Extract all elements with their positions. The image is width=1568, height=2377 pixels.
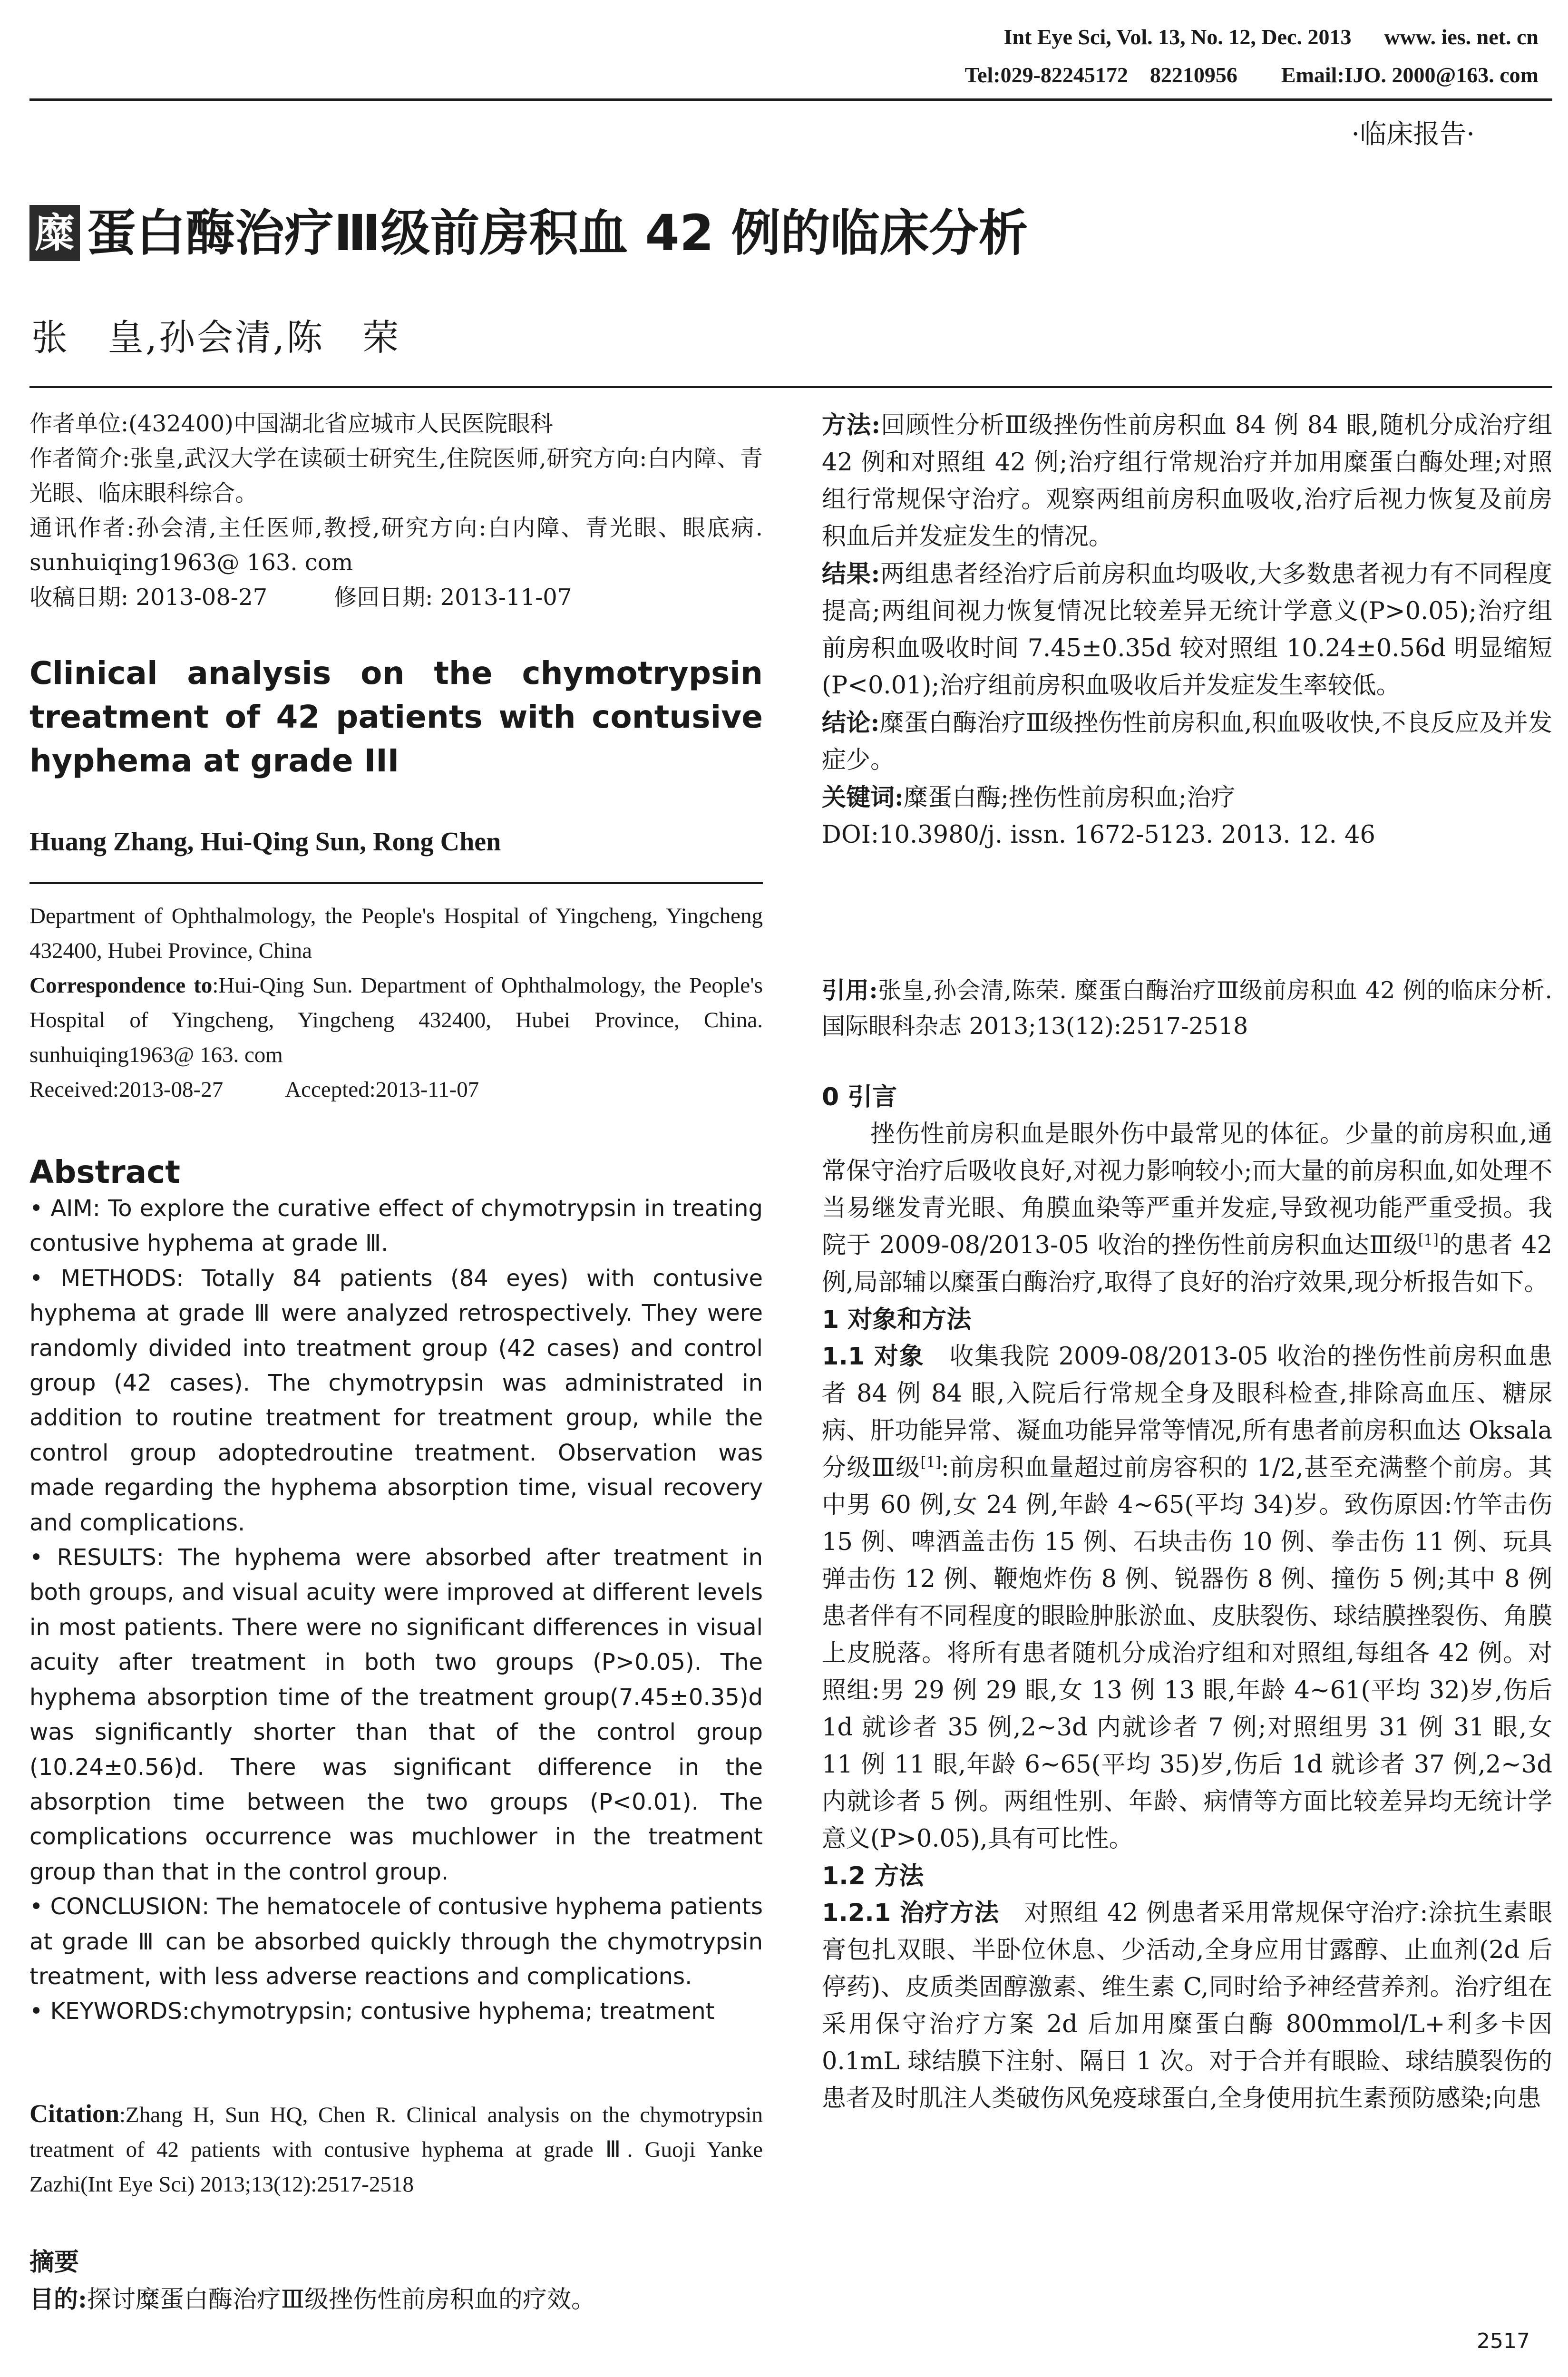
intro-heading: 0 引言 bbox=[822, 1083, 897, 1111]
citation-label: Citation bbox=[29, 2099, 119, 2128]
journal-contact-line: Tel:029-82245172 82210956 Email:IJO. 2000@163. com bbox=[964, 63, 1539, 87]
cn-revised: 修回日期: 2013-11-07 bbox=[334, 584, 572, 611]
sec121-label: 1.2.1 治疗方法 bbox=[822, 1899, 1000, 1927]
cn-abstract-conclusion bbox=[822, 704, 1552, 779]
en-authors-rule bbox=[29, 882, 763, 884]
intro-text-a: 挫伤性前房积血是眼外伤中最常见的体征。少量的前房积血,通常保守治疗后吸收良好,对视力影响较小;而大量的前房积血,如处理不当易继发青光眼、角膜血染等严重并发症,导致视功能严重受损。我院于 2009-08/2013-05 收治的挫伤性前房积血达Ⅲ级 bbox=[822, 1120, 1552, 1259]
sec11-text-a: 收集我院 2009-08/2013-05 收治的挫伤性前房积血患者 84 例 84 眼,入院后行常规全身及眼科检查,排除高血压、糖尿病、肝功能异常、凝血功能异常等情况,所有患者前房积血达 Oksala 分级Ⅲ级 bbox=[822, 1343, 1552, 1482]
abstract-heading: Abstract bbox=[29, 1154, 180, 1190]
intro-paragraph bbox=[822, 1116, 1552, 1301]
en-authors: Huang Zhang, Hui-Qing Sun, Rong Chen bbox=[29, 827, 501, 857]
sec121-text: 对照组 42 例患者采用常规保守治疗:涂抗生素眼膏包扎双眼、半卧位休息、少活动,全身应用甘露醇、止血剂(2d 后停药)、皮质类固醇激素、维生素 C,同时给予神经营养剂。治疗组在采用保守治疗方案 2d 后加用糜蛋白酶 800mmol/L+利多卡因 0.1mL 球结膜下注射、隔日 1 次。对于合并有眼睑、球结膜裂伤的患者及时肌注人类破伤风免疫球蛋白,全身使用抗生素预防感染;向患 bbox=[822, 1899, 1552, 2113]
cn-results-text: 两组患者经治疗后前房积血均吸收,大多数患者视力有不同程度提高;两组间视力恢复情况比较差异无统计学意义(P>0.05);治疗组前房积血吸收时间 7.45±0.35d 较对照组 10.24±0.56d 明显缩短(P<0.01);治疗组前房积血吸收后并发症发生率较低。 bbox=[822, 560, 1553, 700]
title-text: 蛋白酶治疗Ⅲ级前房积血 42 例的临床分析 bbox=[87, 204, 1028, 262]
cn-aim-label: 目的: bbox=[29, 2285, 87, 2314]
citation-text: :Zhang H, Sun HQ, Chen R. Clinical analysis on the chymotrypsin treatment of 42 patients with contusive hyphema at grade Ⅲ. Guoji Yanke Zazhi(Int Eye Sci) 2013;13(12):2517-2518 bbox=[29, 2103, 763, 2197]
cn-bio: 作者简介:张皇,武汉大学在读硕士研究生,住院医师,研究方向:白内障、青光眼、临床眼科综合。 bbox=[29, 445, 763, 507]
cn-conclusion-label: 结论: bbox=[822, 709, 880, 737]
header-rule bbox=[29, 98, 1552, 101]
sec11-text-b: :前房积血量超过前房容积的 1/2,甚至充满整个前房。其中男 60 例,女 24 例,年龄 4~65(平均 34)岁。致伤原因:竹竿击伤 15 例、啤酒盖击伤 15 例、石块击伤 10 例、拳击伤 11 例、玩具弹击伤 12 例、鞭炮炸伤 8 例、锐器伤 8 例、撞伤 5 例;其中 8 例患者伴有不同程度的眼睑肿胀淤血、皮肤裂伤、球结膜挫裂伤、角膜上皮脱落。将所有患者随机分成治疗组和对照组,每组各 42 例。对照组:男 29 例 29 眼,女 13 例 13 眼,年龄 4~61(平均 32)岁,伤后 1d 就诊者 35 例,2~3d 内就诊者 7 例;对照组男 31 例 31 眼,女 11 例 11 眼,年龄 6~65(平均 35)岁,伤后 1d 就诊者 37 例,2~3d 内就诊者 5 例。两组性别、年龄、病情等方面比较差异均无统计学意义(P>0.05),具有可比性。 bbox=[822, 1454, 1552, 1853]
abstract-aim: • AIM: To explore the curative effect of chymotrypsin in treating contusive hyphema at grade Ⅲ. bbox=[29, 1195, 763, 1257]
sec11-ref: [1] bbox=[920, 1454, 941, 1471]
sec11-paragraph bbox=[822, 1338, 1552, 1858]
cn-doi: DOI:10.3980/j. issn. 1672-5123. 2013. 12. 46 bbox=[822, 821, 1375, 849]
en-dates bbox=[29, 1072, 763, 1107]
cn-affiliation: 作者单位:(432400)中国湖北省应城市人民医院眼科 bbox=[29, 410, 553, 437]
intro-ref: [1] bbox=[1418, 1232, 1439, 1248]
cn-conclusion-text: 糜蛋白酶治疗Ⅲ级挫伤性前房积血,积血吸收快,不良反应及并发症少。 bbox=[822, 709, 1553, 774]
cn-abstract-aim bbox=[29, 2281, 763, 2319]
abstract-methods: • METHODS: Totally 84 patients (84 eyes) with contusive hyphema at grade Ⅲ were analyzed retrospectively. They were randomly divided into treatment group (42 cases) and control group (42 cases). The chymotrypsin was administrated in addition to routine treatment for treatment group, while the control group adoptedroutine treatment. Observation was made regarding the hyphema absorption time, visual recovery and complications. bbox=[29, 1265, 763, 1536]
authors-cn: 张 皇,孙会清,陈 荣 bbox=[31, 316, 401, 359]
cn-abstract-results bbox=[822, 555, 1552, 704]
cn-correspondence: 通讯作者:孙会清,主任医师,教授,研究方向:白内障、青光眼、眼底病. sunhuiqing1963@ 163. com bbox=[29, 515, 763, 576]
cn-meta-block bbox=[29, 407, 763, 615]
en-affiliation-block bbox=[29, 899, 763, 1107]
abstract-conclusion: • CONCLUSION: The hematocele of contusive hyphema patients at grade Ⅲ can be absorbed quickly through the chymotrypsin treatment, with less adverse reactions and complications. bbox=[29, 1893, 763, 1990]
cn-aim-text: 探讨糜蛋白酶治疗Ⅲ级挫伤性前房积血的疗效。 bbox=[87, 2286, 596, 2314]
cn-methods-label: 方法: bbox=[822, 411, 881, 439]
sec12-heading: 1.2 方法 bbox=[822, 1862, 924, 1890]
cn-methods-text: 回顾性分析Ⅲ级挫伤性前房积血 84 例 84 眼,随机分成治疗组 42 例和对照组 42 例;治疗组行常规治疗并加用糜蛋白酶处理;对照组行常规保守治疗。观察两组前房积血吸收,治疗后视力恢复及前房积血后并发症发生的情况。 bbox=[822, 411, 1552, 551]
en-citation bbox=[29, 2096, 763, 2202]
en-correspondence bbox=[29, 968, 763, 1072]
sec1-heading: 1 对象和方法 bbox=[822, 1305, 972, 1334]
cn-results-label: 结果: bbox=[822, 560, 880, 588]
title-rule bbox=[29, 386, 1552, 388]
cn-abstract-heading: 摘要 bbox=[29, 2248, 79, 2277]
cn-citation-label: 引用: bbox=[822, 976, 878, 1004]
en-abstract-block bbox=[29, 1153, 763, 2029]
cn-abstract-keywords bbox=[822, 779, 1552, 817]
cn-citation bbox=[822, 973, 1552, 1044]
en-corr-label: Correspondence to bbox=[29, 973, 213, 998]
sec121-paragraph bbox=[822, 1895, 1552, 2117]
title-badge: 糜 bbox=[29, 205, 80, 261]
article-title bbox=[29, 202, 1028, 264]
intro-text-b: 的患者 42 例,局部辅以糜蛋白酶治疗,取得了良好的治疗效果,现分析报告如下。 bbox=[822, 1231, 1552, 1296]
abstract-keywords: • KEYWORDS:chymotrypsin; contusive hyphema; treatment bbox=[29, 1998, 715, 2025]
cn-keywords-text: 糜蛋白酶;挫伤性前房积血;治疗 bbox=[903, 784, 1236, 812]
cn-keywords-label: 关键词: bbox=[822, 783, 904, 812]
en-department: Department of Ophthalmology, the People's Hospital of Yingcheng, Yingcheng 432400, Hubei Province, China bbox=[29, 904, 763, 963]
journal-header-line: Int Eye Sci, Vol. 13, No. 12, Dec. 2013 www. ies. net. cn bbox=[1003, 25, 1539, 49]
cn-dates bbox=[29, 580, 763, 615]
section-label: ·临床报告· bbox=[1351, 119, 1475, 150]
cn-abstract-start bbox=[29, 2244, 763, 2319]
cn-citation-text: 张皇,孙会清,陈荣. 糜蛋白酶治疗Ⅲ级前房积血 42 例的临床分析. 国际眼科杂志 2013;13(12):2517-2518 bbox=[822, 977, 1552, 1040]
page-number: 2517 bbox=[1477, 2329, 1530, 2353]
cn-abstract-methods bbox=[822, 407, 1552, 555]
cn-received: 收稿日期: 2013-08-27 bbox=[29, 584, 268, 611]
cn-abstract-continued bbox=[822, 407, 1552, 854]
en-title: Clinical analysis on the chymotrypsin treatment of 42 patients with contusive hyphema at grade III bbox=[29, 655, 763, 779]
en-corr-text: :Hui-Qing Sun. Department of Ophthalmology, the People's Hospital of Yingcheng, Yingcheng 432400, Hubei Province, China. sunhuiqing1963@ 163. com bbox=[29, 973, 763, 1067]
body-text bbox=[822, 1079, 1552, 2117]
en-accepted: Accepted:2013-11-07 bbox=[285, 1077, 479, 1102]
sec11-label: 1.1 对象 bbox=[822, 1343, 925, 1371]
abstract-results: • RESULTS: The hyphema were absorbed after treatment in both groups, and visual acuity were improved at different levels in most patients. There were no significant differences in visual acuity after treatment in both two groups (P>0.05). The hyphema absorption time of the treatment group(7.45±0.35)d was significantly shorter than that of the control group (10.24±0.56)d. There was significant difference in the absorption time between the two groups (P<0.01). The complications occurrence was muchlower in the treatment group than that in the control group. bbox=[29, 1544, 763, 1885]
en-received: Received:2013-08-27 bbox=[29, 1077, 224, 1102]
